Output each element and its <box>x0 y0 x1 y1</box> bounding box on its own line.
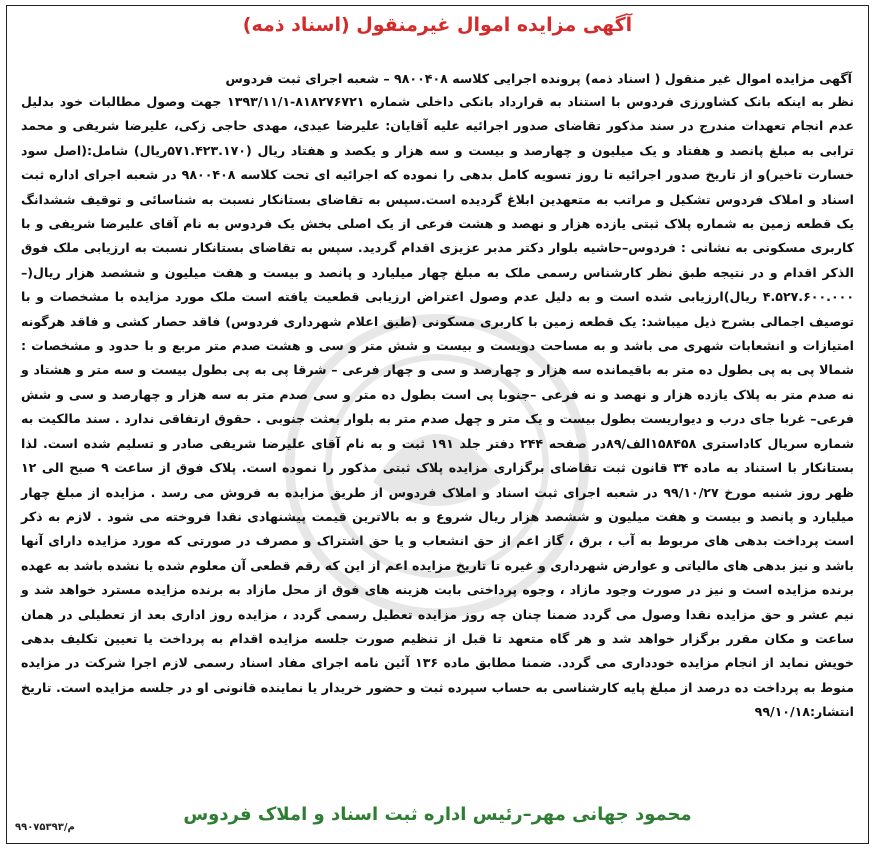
publish-date-label: تاریخ انتشار: <box>21 679 854 720</box>
notice-body-text: نظر به اینکه بانک کشاورزی فردوس با استناد به قرارداد بانکی داخلی شماره ۸۱۸۲۷۶۷۲۱-۱۳۹۳/۱۱/۱ جهت وصول مطالبات خود بدلیل عدم انجام تعهدات مندرج در سند مذکور تقاضای صدور اجرائیه علیه آقایان: علیرضا عیدی، مهدی حاجی زکی، علیرضا شریفی و محمد ترابی به مبلغ پانصد و هفتاد و یک میلیون و چهارصد و بیست و سه هزار و یکصد و هفتاد ریال (۵۷۱.۴۲۳.۱۷۰ریال) شامل:(اصل سود خسارت تاخیر)و از تاریخ صدور اجرائیه تا روز تسویه کامل بدهی را نموده که اجرائیه ای تحت کلاسه ۹۸۰۰۴۰۸ در شعبه اجرای اداره ثبت اسناد و املاک فردوس تشکیل و مراتب به متعهدین ابلاغ گردیده است.سپس به تقاضای بستانکار نسبت به شناسائی و توقیف ششدانگ یک قطعه زمین به شماره پلاک ثبتی یازده هزار و نهصد و هشت فرعی از یک اصلی بخش یک فردوس به نام آقای علیرضا شریفی و با کاربری مسکونی به نشانی : فردوس–حاشیه بلوار دکتر مدبر عزیزی اقدام گردید. سپس به تقاضای بستانکار نسبت به ارزیابی ملک فوق الذکر اقدام و در نتیجه طبق نظر کارشناس رسمی ملک به مبلغ چهار میلیارد و پانصد و بیست و هفت میلیون و ششصد هزار ریال(–۴.۵۲۷.۶۰۰.۰۰۰ ریال)ارزیابی شده است و به دلیل عدم وصول اعتراض ارزیابی قطعیت یافته است ملک مورد مزایده با مشخصات و با توصیف اجمالی بشرح ذیل میباشد: یک قطعه زمین با کاربری مسکونی (طبق اعلام شهرداری فردوس) فاقد حصار کشی و فاقد هرگونه امتیازات و انشعابات شهری می باشد و به مساحت دویست و بیست و شش متر و سی و هشت صدم متر مربع و با حدود و مشخصات : شمالا پی به پی بطول ده متر به باقیمانده سه هزار و چهارصد و سی و چهار فرعی – شرقا پی به پی بطول بیست و سه متر و هشتاد و نه صدم متر به پلاک یازده هزار و نهصد و نه فرعی –جنوبا پی است بطول ده متر و سی صدم متر به سه هزار و چهارصد و سی و شش فرعی– غربا جای درب و دیواریست بطول بیست و یک متر و چهل صدم متر به بلوار بعثت جنوبی . حقوق ارتفاقی ندارد . سند مالکیت به شماره سریال کاداستری ۱۵۸۴۵۸الف/۸۹در صفحه ۲۴۴ دفتر جلد ۱۹۱ ثبت و به نام آقای علیرضا شریفی صادر و تسلیم شده است. لذا بستانکار با استناد به ماده ۳۴ قانون ثبت تقاضای برگزاری مزایده پلاک ثبتی مذکور را نموده است. پلاک فوق از ساعت ۹ صبح الی ۱۲ ظهر روز شنبه مورخ ۹۹/۱۰/۲۷ در شعبه اجرای ثبت اسناد و املاک فردوس از طریق مزایده به فروش می رسد . مزایده از مبلغ چهار میلیارد و پانصد و بیست و هفت میلیون و ششصد هزار ریال شروع و به بالاترین قیمت پیشنهادی نقدا فروخته می شود . لازم به ذکر است پرداخت بدهی های مربوط به آب ، برق ، گاز اعم از حق انشعاب و یا حق اشتراک و مصرف در صورتی که مورد مزایده دارای آنها باشد و نیز بدهی های مالیاتی و عوارض شهرداری و غیره تا تاریخ مزایده اعم از این که رقم قطعی آن معلوم شده یا نشده باشد به عهده برنده مزایده است و نیز در صورت وجود مازاد ، وجوه پرداختی بابت هزینه های فوق از محل مازاد به برنده مزایده مسترد خواهد شد و نیم عشر و حق مزایده نقدا وصول می گردد ضمنا چنان چه روز مزایده تعطیل رسمی گردد ، مزایده روز اداری بعد از تعطیلی در همان ساعت و مکان مقرر برگزار خواهد شد و هر گاه متعهد تا قبل از تنظیم صورت جلسه مزایده اقدام به پرداخت یا تعیین تکلیف بدهی خویش نماید از انجام مزایده خودداری می گردد. ضمنا مطابق ماده ۱۳۶ آئین نامه اجرای مفاد اسناد رسمی لازم اجرا شرکت در مزایده منوط به پرداخت ده درصد از مبلغ پایه کارشناسی به حساب سپرده ثبت و حضور خریدار یا نماینده قانونی او در جلسه مزایده است. <box>21 94 855 695</box>
publish-date: ۹۹/۱۰/۱۸ <box>754 704 810 720</box>
signature: محمود جهانی مهر–رئیس اداره ثبت اسناد و املاک فردوس <box>183 804 692 825</box>
notice-body <box>21 90 854 725</box>
notice-subtitle: آگهی مزایده اموال غیر منقول ( اسناد ذمه) پرونده اجرایی کلاسه ۹۸۰۰۴۰۸ – شعبه اجرای ثبت فردوس <box>225 71 852 86</box>
notice-title: آگهی مزایده اموال غیرمنقول (اسناد ذمه) <box>242 14 633 36</box>
notice-frame <box>6 5 869 844</box>
notice-code: م/۹۹۰۷۵۳۹۳ <box>15 822 75 833</box>
